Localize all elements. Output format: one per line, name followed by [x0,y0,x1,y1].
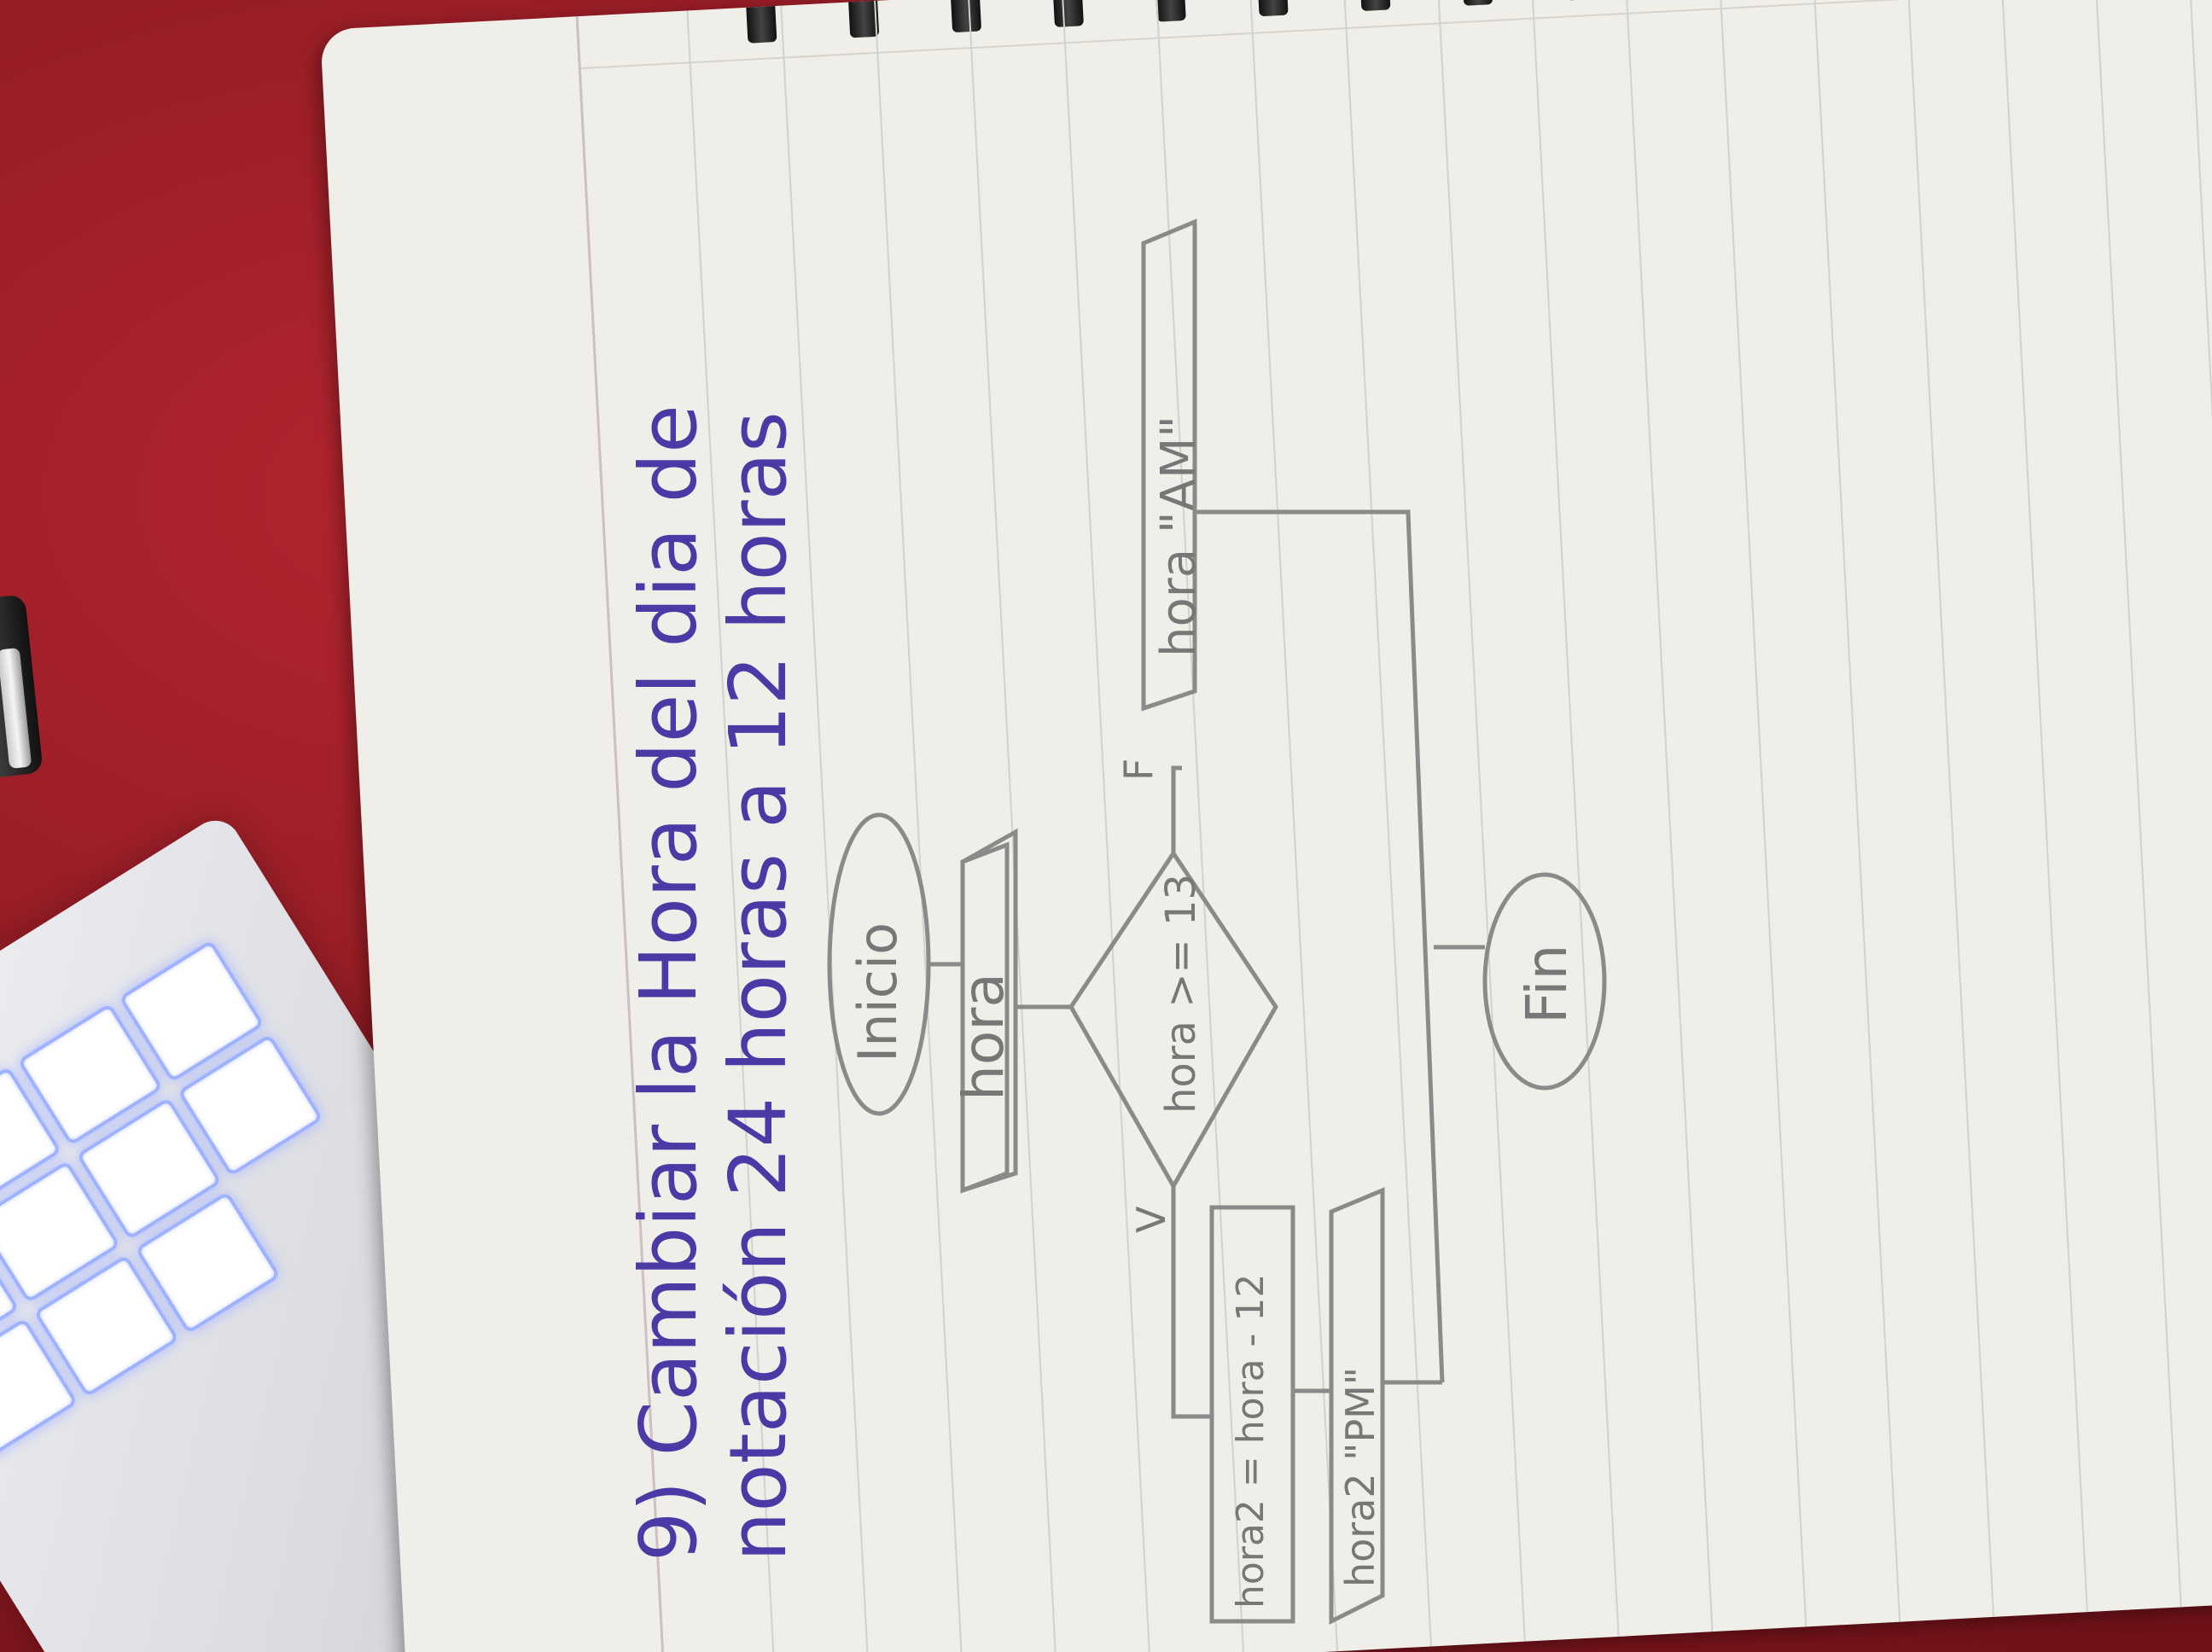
decision-label: hora >= 13 [1157,874,1205,1114]
output-true-label: hora2 "PM" [1337,1366,1383,1587]
true-branch-line [1173,1186,1182,1416]
process-label: hora2 = hora - 12 [1229,1273,1272,1608]
start-label: Inicio [847,922,909,1062]
input-label: hora [951,973,1016,1101]
output-false-label: hora "AM" [1151,415,1207,657]
end-label: Fin [1514,944,1580,1024]
false-branch-label: F [1115,758,1161,781]
merge-line-false [1195,491,1442,1382]
title-line-2: notación 24 horas a 12 horas [713,411,804,1562]
title-line-1: 9) Cambiar la Hora del dia de [623,404,714,1562]
false-branch-line [1173,768,1182,853]
true-branch-label: V [1128,1206,1174,1233]
